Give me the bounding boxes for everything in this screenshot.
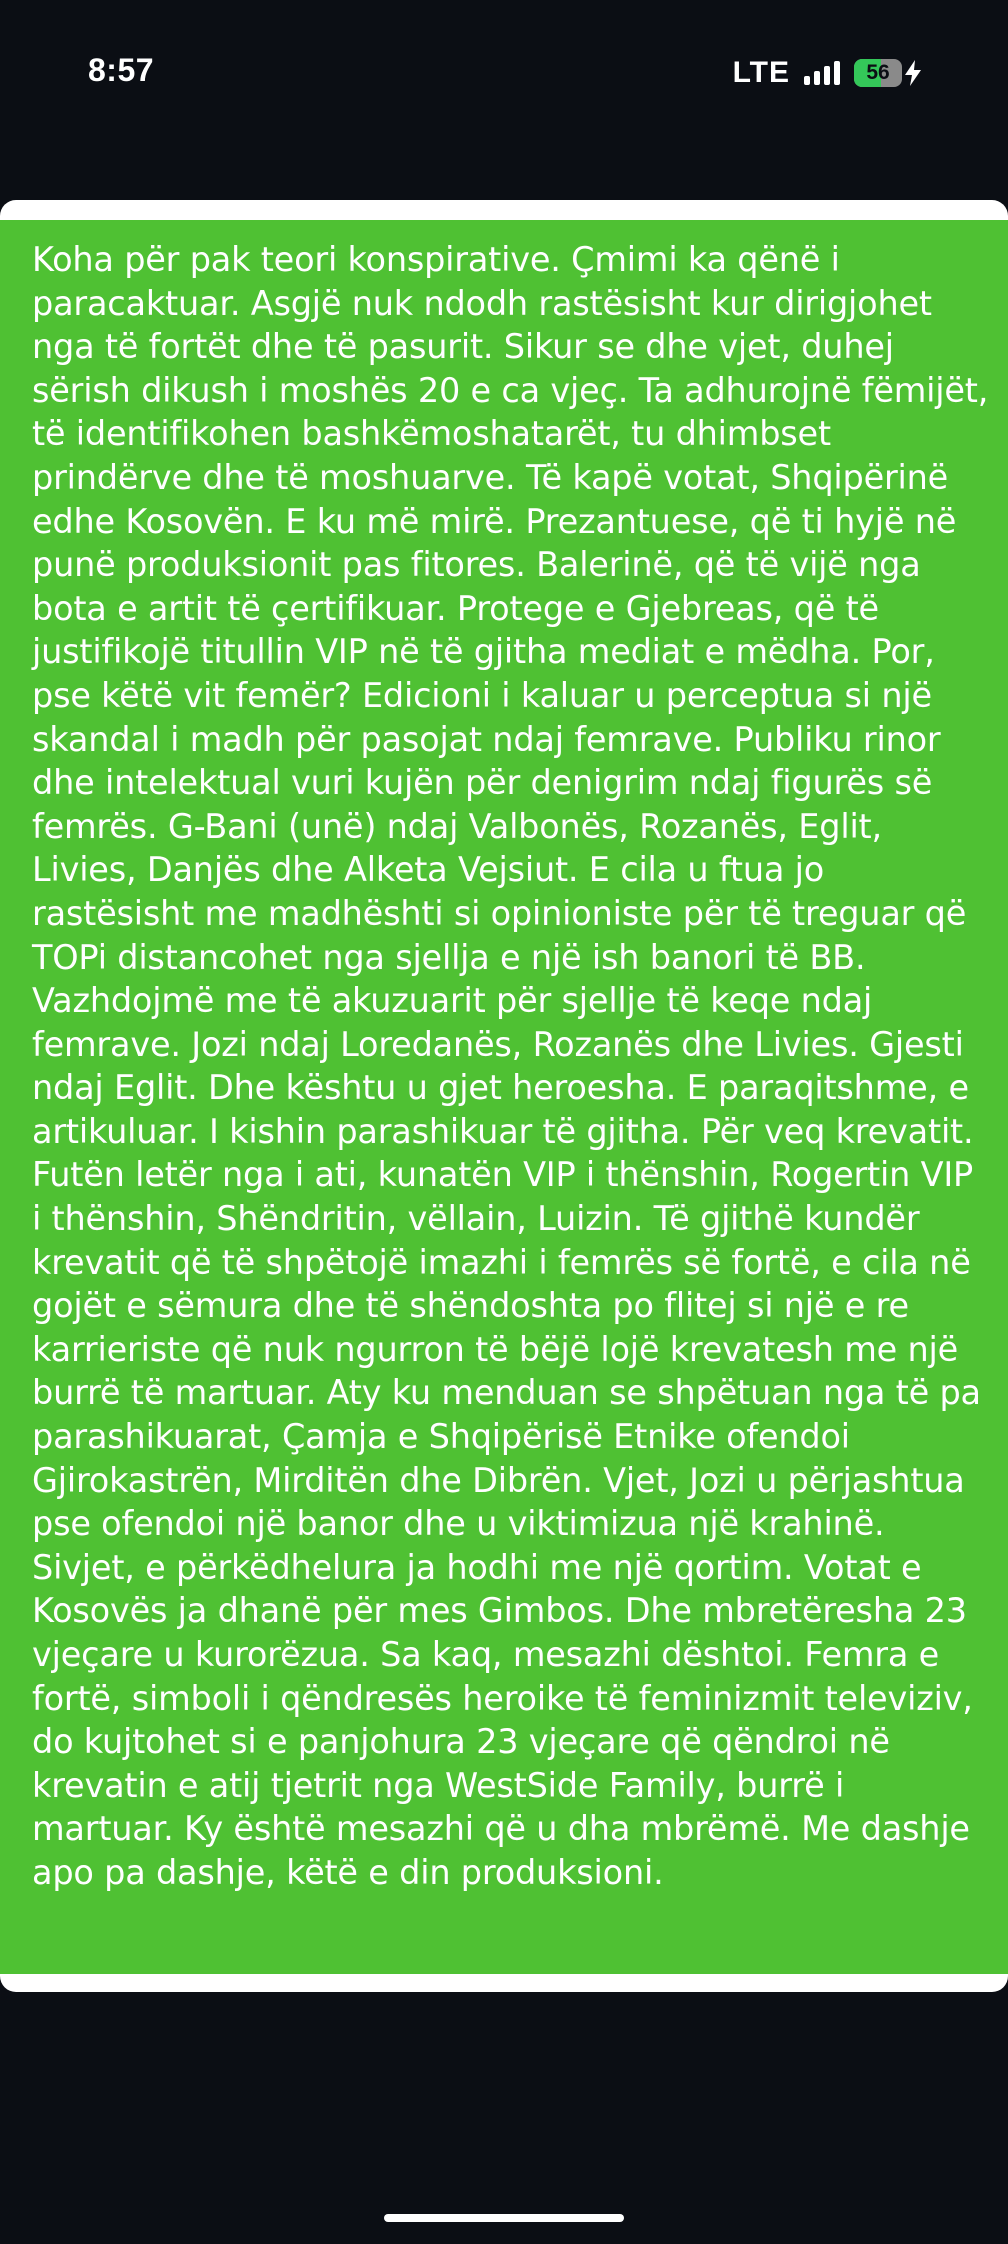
status-indicators <box>733 55 922 91</box>
charging-bolt-icon <box>904 60 922 86</box>
post-text-body: Koha për pak teori konspirative. Çmimi ka qënë i paracaktuar. Asgjë nuk ndodh rastësisht kur dirigjohet nga të fortët dhe të pasurit. Sikur se dhe vjet, duhej sërish dikush i moshës 20 e ca vjeç. Ta adhurojnë fëmijët, të identifikohen bashkëmoshatarët, tu dhimbset prindërve dhe të moshuarve. Të kapë votat, Shqipërinë edhe Kosovën. E ku më mirë. Prezantuese, që ti hyjë në punë produksionit pas fitores. Balerinë, që të vijë nga bota e artit të çertifikuar. Protege e Gjebreas, që të justifikojë titullin VIP në të gjitha mediat e mëdha. Por, pse këtë vit femër? Edicioni i kaluar u perceptua si një skandal i madh për pasojat ndaj femrave. Publiku rinor dhe intelektual vuri kujën për denigrim ndaj figurës së femrës. G-Bani (unë) ndaj Valbonës, Rozanës, Eglit, Livies, Danjës dhe Alketa Vejsiut. E cila u ftua jo rastësisht me madhështi si opinioniste për të treguar që TOPi distancohet nga sjellja e një ish banori të BB. Vazhdojmë me të akuzuarit për sjellje të keqe ndaj femrave. Jozi ndaj Loredanës, Rozanës dhe Livies. Gjesti ndaj Eglit. Dhe kështu u gjet heroesha. E paraqitshme, e artikuluar. I kishin parashikuar të gjitha. Për veq krevatit. Futën letër nga i ati, kunatën VIP i thënshin, Rogertin VIP i thënshin, Shëndritin, vëllain, Luizin. Të gjithë kundër krevatit që të shpëtojë imazhi i femrës së fortë, e cila në gojët e sëmura dhe të shëndoshta po flitej si një e re karrieriste që nuk ngurron të bëjë lojë krevatesh me një burrë të martuar. Aty ku menduan se shpëtuan nga të pa parashikuarat, Çamja e Shqipërisë Etnike ofendoi Gjirokastrën, Mirditën dhe Dibrën. Vjet, Jozi u përjashtua pse ofendoi një banor dhe u viktimizua një krahinë. Sivjet, e përkëdhelura ja hodhi me një qortim. Votat e Kosovës ja dhanë për mes Gimbos. Dhe mbretëresha 23 vjeçare u kurorëzua. Sa kaq, mesazhi dështoi. Femra e fortë, simboli i qëndresës heroike të feminizmit televiziv, do kujtohet si e panjohura 23 vjeçare që qëndroi në krevatin e atij tjetrit nga WestSide Family, burrë i martuar. Ky është mesazhi që u dha mbrëmë. Me dashje apo pa dashje, këtë e din produksioni. <box>32 240 989 1892</box>
network-type-label: LTE <box>732 56 790 89</box>
battery-icon <box>854 59 902 87</box>
home-indicator-bar[interactable] <box>384 2214 624 2222</box>
battery-indicator <box>854 59 922 87</box>
battery-percentage: 56 <box>866 61 890 84</box>
status-bar <box>0 0 1008 150</box>
status-time: 8:57 <box>88 52 155 88</box>
cellular-signal-icon <box>804 61 840 85</box>
